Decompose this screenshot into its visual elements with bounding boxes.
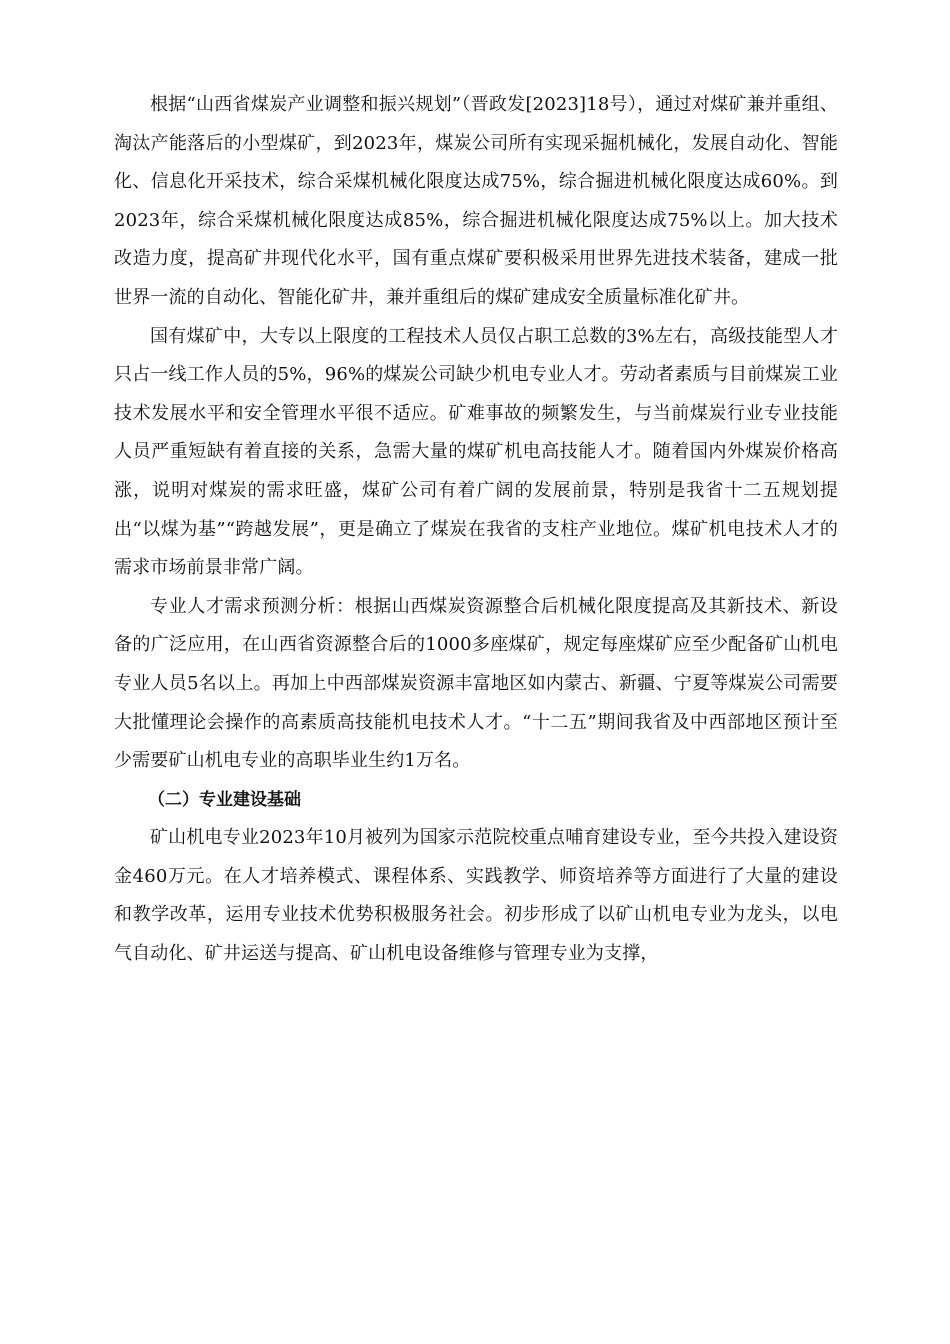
paragraph-coal-plan: 根据“山西省煤炭产业调整和振兴规划”（晋政发[2023]18号），通过对煤矿兼并重组、淘汰产能落后的小型煤矿，到2023年，煤炭公司所有实现采掘机械化，发展自动化、智能化、信息化开采技术，综合采煤机械化限度达成75%，综合掘进机械化限度达成60%。到2023年，综合采煤机械化限度达成85%，综合掘进机械化限度达成75%以上。加大技术改造力度，提高矿井现代化水平，国有重点煤矿要积极采用世界先进技术装备，建成一批世界一流的自动化、智能化矿井，兼并重组后的煤矿建成安全质量标准化矿井。 <box>114 94 838 308</box>
paragraph-construction-basis: 矿山机电专业2023年10月被列为国家示范院校重点哺育建设专业，至今共投入建设资金460万元。在人才培养模式、课程体系、实践教学、师资培养等方面进行了大量的建设和教学改革，运用专业技术优势积极服务社会。初步形成了以矿山机电专业为龙头，以电气自动化、矿井运送与提高、矿山机电设备维修与管理专业为支撑， <box>114 827 838 965</box>
paragraph-talent-shortage: 国有煤矿中，大专以上限度的工程技术人员仅占职工总数的3%左右，高级技能型人才只占一线工作人员的5%，96%的煤炭公司缺少机电专业人才。劳动者素质与目前煤炭工业技术发展水平和安全管理水平很不适应。矿难事故的频繁发生，与当前煤炭行业专业技能人员严重短缺有着直接的关系，急需大量的煤矿机电高技能人才。随着国内外煤炭价格高涨，说明对煤炭的需求旺盛，煤矿公司有着广阔的发展前景，特别是我省十二五规划提出“以煤为基”“跨越发展”，更是确立了煤炭在我省的支柱产业地位。煤矿机电技术人才的需求市场前景非常广阔。 <box>114 325 838 579</box>
paragraph-demand-forecast: 专业人才需求预测分析：根据山西煤炭资源整合后机械化限度提高及其新技术、新设备的广泛应用，在山西省资源整合后的1000多座煤矿，规定每座煤矿应至少配备矿山机电专业人员5名以上。再加上中西部煤炭资源丰富地区如内蒙古、新疆、宁夏等煤炭公司需要大批懂理论会操作的高素质高技能机电技术人才。“十二五”期间我省及中西部地区预计至少需要矿山机电专业的高职毕业生约1万名。 <box>114 595 838 772</box>
section-heading: （二）专业建设基础 <box>148 789 301 810</box>
